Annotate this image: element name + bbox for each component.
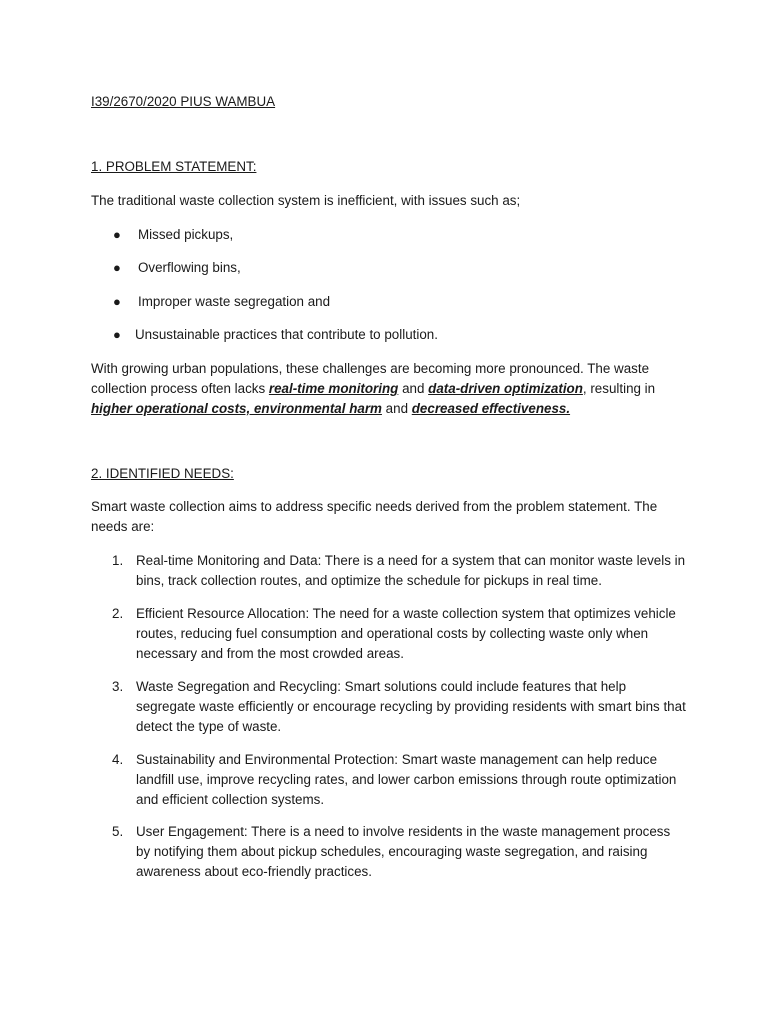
bullet-text: Unsustainable practices that contribute to pollution. bbox=[135, 327, 438, 342]
problem-statement-heading: 1. PROBLEM STATEMENT: bbox=[91, 159, 257, 174]
emphasis-decreased-effectiveness: decreased effectiveness. bbox=[411, 401, 571, 416]
emphasis-data-driven-optimization: data-driven optimization bbox=[428, 381, 583, 396]
bullet-icon: ● bbox=[113, 260, 121, 275]
emphasis-higher-costs: higher operational costs, environmental harm bbox=[91, 401, 382, 416]
needs-intro: Smart waste collection aims to address specific needs derived from the problem statement. The needs are: bbox=[91, 499, 658, 534]
student-id-line: I39/2670/2020 PIUS WAMBUA bbox=[91, 94, 276, 109]
emphasis-real-time-monitoring: real-time monitoring bbox=[268, 381, 399, 396]
problem-intro: The traditional waste collection system is inefficient, with issues such as; bbox=[91, 193, 521, 208]
bullet-text: Improper waste segregation and bbox=[138, 294, 331, 309]
bullet-icon: ● bbox=[113, 227, 121, 242]
bullet-icon: ● bbox=[113, 294, 121, 309]
bullet-text: Missed pickups, bbox=[138, 227, 234, 242]
problem-paragraph: With growing urban populations, these challenges are becoming more pronounced. The waste collection process often lacks real-time monitoring and data-driven optimization, resulting in higher operational costs, environmental harm and decreased effectiveness. bbox=[91, 361, 656, 416]
bullet-text: Overflowing bins, bbox=[138, 260, 241, 275]
identified-needs-heading: 2. IDENTIFIED NEEDS: bbox=[91, 466, 234, 481]
bullet-icon: ● bbox=[113, 327, 121, 342]
